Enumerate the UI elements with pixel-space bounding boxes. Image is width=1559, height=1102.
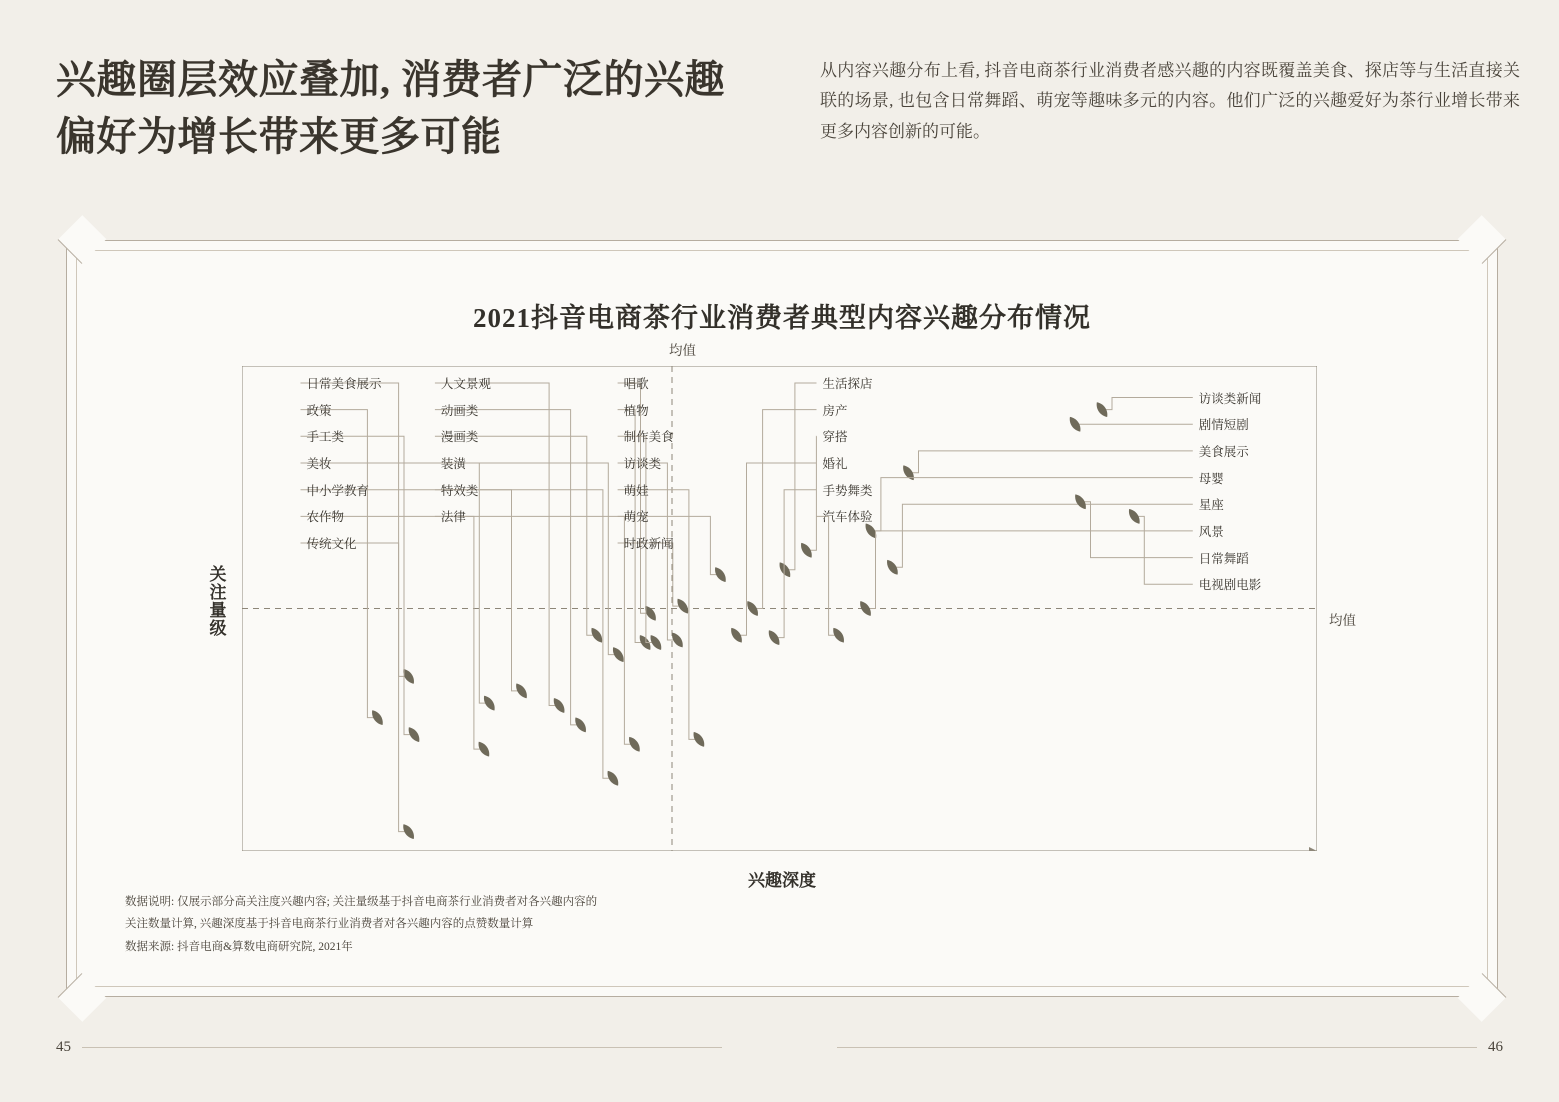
point-label: 汽车体验 — [822, 510, 873, 525]
point-label: 电视剧电影 — [1198, 578, 1262, 593]
point-label: 美妆 — [306, 457, 332, 471]
point-label: 装潢 — [440, 457, 466, 471]
page-lede: 从内容兴趣分布上看, 抖音电商茶行业消费者感兴趣的内容既覆盖美食、探店等与生活直接关联的场景, 也包含日常舞蹈、萌宠等趣味多元的内容。他们广泛的兴趣爱好为茶行业增长带来更多内容创新的可能。 — [820, 61, 1520, 141]
point-label: 政策 — [306, 403, 332, 418]
point-label: 植物 — [623, 403, 649, 418]
leader-line — [435, 516, 635, 744]
point-label: 动画类 — [440, 403, 479, 418]
leader-line — [1134, 516, 1193, 584]
point-label: 萌娃 — [623, 483, 649, 498]
leader-line — [301, 543, 409, 832]
point-label: 农作物 — [306, 510, 345, 525]
scatter-plot-area — [242, 366, 1317, 851]
leader-line — [435, 490, 613, 779]
point-label: 访谈类新闻 — [1198, 391, 1262, 406]
point-label: 漫画类 — [440, 430, 479, 445]
page-number-left: 45 — [56, 1039, 71, 1055]
point-label: 日常舞蹈 — [1198, 551, 1249, 566]
leader-line — [618, 490, 699, 740]
point-label: 制作美食 — [623, 430, 674, 445]
point-label: 时政新闻 — [623, 537, 674, 552]
point-label: 手工类 — [306, 430, 345, 445]
mean-label-top: 均值 — [669, 343, 696, 358]
point-label: 传统文化 — [306, 537, 357, 552]
point-label: 特效类 — [440, 483, 479, 498]
mean-label-right: 均值 — [1329, 613, 1356, 628]
leader-line — [909, 451, 1193, 473]
page-headline: 兴趣圈层效应叠加, 消费者广泛的兴趣偏好为增长带来更多可能 — [56, 57, 725, 159]
leader-line — [866, 531, 1193, 609]
footer-rule-left — [82, 1047, 722, 1048]
leader-line — [618, 543, 683, 606]
chart-card — [66, 240, 1498, 997]
point-label: 日常美食展示 — [306, 376, 382, 391]
point-label: 法律 — [440, 510, 466, 525]
point-label: 生活探店 — [822, 376, 873, 391]
page-number-right: 46 — [1488, 1039, 1503, 1055]
footnote-line-2: 关注数量计算, 兴趣深度基于抖音电商茶行业消费者对各兴趣内容的点赞数量计算 — [125, 918, 534, 931]
point-label: 手势舞类 — [822, 483, 873, 498]
point-label: 房产 — [822, 403, 848, 418]
point-label: 星座 — [1198, 498, 1224, 513]
point-label: 穿搭 — [822, 430, 848, 445]
leader-line — [1081, 502, 1193, 558]
leader-line — [806, 436, 816, 550]
x-axis-arrow — [1309, 847, 1317, 851]
x-axis-label: 兴趣深度 — [748, 871, 816, 890]
footnote-line-3: 数据来源: 抖音电商&算数电商研究院, 2021年 — [125, 940, 353, 953]
point-label: 访谈类 — [623, 457, 662, 471]
point-label: 剧情短剧 — [1198, 418, 1249, 433]
point-label: 婚礼 — [822, 457, 848, 471]
y-axis-label: 关注量级 — [209, 565, 227, 638]
leader-line — [817, 516, 839, 635]
point-label: 风景 — [1198, 524, 1224, 539]
leader-line — [301, 463, 490, 703]
point-label: 唱歌 — [623, 376, 649, 391]
chart-title: 2021抖音电商茶行业消费者典型内容兴趣分布情况 — [473, 303, 1091, 333]
leader-line — [785, 383, 817, 570]
footer-rule-right — [837, 1047, 1477, 1048]
point-label: 美食展示 — [1198, 444, 1249, 459]
point-label: 中小学教育 — [306, 483, 370, 498]
leader-line — [1102, 398, 1193, 410]
point-label: 萌宠 — [623, 510, 649, 525]
footnote-line-1: 数据说明: 仅展示部分高关注度兴趣内容; 关注量级基于抖音电商茶行业消费者对各兴趣内容的 — [125, 895, 598, 908]
point-label: 人文景观 — [440, 376, 491, 391]
point-label: 母婴 — [1198, 471, 1224, 486]
scatter-plot-svg — [242, 366, 1317, 851]
chart-footnotes — [125, 891, 597, 958]
